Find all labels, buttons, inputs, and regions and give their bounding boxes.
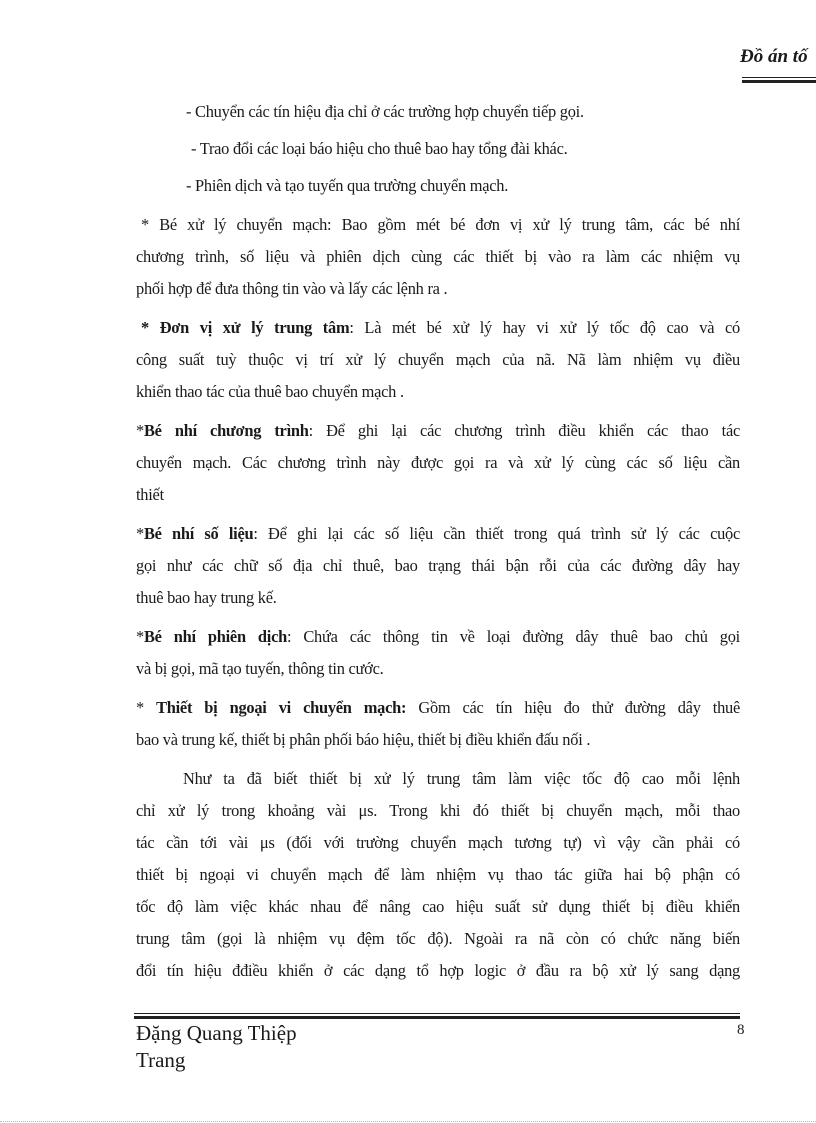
header-title: Đồ án tố <box>740 46 808 67</box>
paragraph-line <box>136 692 740 724</box>
paragraph-line: và bị gọi, mã tạo tuyến, thông tin cước. <box>136 659 384 678</box>
paragraph-program-memory <box>136 415 740 511</box>
term-definition: : Chứa các thông tin về loại đường dây thuê bao chủ gọi <box>286 627 740 646</box>
footer-rule <box>134 1013 740 1019</box>
paragraph-line <box>136 415 740 447</box>
document-body <box>136 96 740 987</box>
paragraph-line: trung tâm (gọi là nhiệm vụ đệm tốc độ). Ngoài ra nã còn có chức năng biến <box>136 929 740 948</box>
paragraph-line: tốc độ làm việc khác nhau để nâng cao hiệu suất sử dụng thiết bị điều khiển <box>136 897 740 916</box>
paragraph-line: khiển thao tác của thuê bao chuyển mạch . <box>136 382 404 401</box>
paragraph-translation-memory <box>136 621 740 685</box>
term-bold: Bé nhí chương trình <box>143 421 309 440</box>
term-definition: Gồm các tín hiệu đo thử đường dây thuê <box>406 698 740 717</box>
paragraph-line: thiết <box>136 485 164 504</box>
author-name: Đặng Quang Thiệp <box>136 1021 297 1045</box>
paragraph-line: phối hợp để đưa thông tin vào và lấy các lệnh ra . <box>136 279 448 298</box>
bullet-line: - Chuyển các tín hiệu địa chỉ ở các trường hợp chuyển tiếp gọi. <box>186 102 584 121</box>
paragraph-processor <box>136 209 740 305</box>
term-definition: : Để ghi lại các số liệu cần thiết trong quá trình sử lý các cuộc <box>253 524 740 543</box>
term-bold: * Đơn vị xử lý trung tâm <box>141 318 350 337</box>
paragraph-line: chương trình, số liệu và phiên dịch cùng các thiết bị vào ra làm các nhiệm vụ <box>136 247 740 266</box>
paragraph-data-memory <box>136 518 740 614</box>
paragraph-line: thiết bị ngoại vi chuyển mạch để làm nhiệm vụ thao tác giữa hai bộ phận có <box>136 865 740 884</box>
paragraph-line: công suất tuỳ thuộc vị trí xử lý chuyển mạch của nã. Nã làm nhiệm vụ điều <box>136 350 740 369</box>
paragraph-line: chỉ xử lý trong khoảng vài μs. Trong khi đó thiết bị chuyển mạch, mỗi thao <box>136 801 740 820</box>
paragraph-line <box>136 312 740 344</box>
term-definition: : Là mét bé xử lý hay vi xử lý tốc độ cao và có <box>349 318 740 337</box>
paragraph-line <box>136 621 740 653</box>
term-definition: : Để ghi lại các chương trình điều khiển các thao tác <box>308 421 740 440</box>
bullet-line: - Trao đổi các loại báo hiệu cho thuê bao hay tổng đài khác. <box>191 139 568 158</box>
paragraph-line: bao và trung kế, thiết bị phân phối báo hiệu, thiết bị điều khiển đấu nối . <box>136 730 591 749</box>
paragraph-line: gọi như các chữ số địa chỉ thuê, bao trạng thái bận rỗi của các đường dây hay <box>136 556 740 575</box>
page-bottom-edge <box>0 1121 816 1122</box>
paragraph-line: tác cần tới vài μs (đối với trường chuyển mạch tương tự) vì vậy cần phải có <box>136 833 740 852</box>
term-bold: Bé nhí phiên dịch <box>143 627 287 646</box>
bullet-star: * <box>136 627 144 646</box>
paragraph-line: chuyển mạch. Các chương trình này được gọi ra và xử lý cùng các số liệu cần <box>136 453 740 472</box>
bullet-star: * <box>136 421 144 440</box>
bullet-line: - Phiên dịch và tạo tuyến qua trường chuyển mạch. <box>186 176 509 195</box>
paragraph-cpu <box>136 312 740 408</box>
footer-author <box>136 1020 297 1074</box>
paragraph-line: Như ta đã biết thiết bị xử lý trung tâm làm việc tốc độ cao mỗi lệnh <box>183 769 740 788</box>
paragraph-line: đổi tín hiệu đđiều khiển ở các dạng tổ hợp logic ở đầu ra bộ xử lý sang dạng <box>136 961 740 980</box>
paragraph-line: * Bé xử lý chuyển mạch: Bao gồm mét bé đơn vị xử lý trung tâm, các bé nhí <box>141 215 740 234</box>
paragraph-line: thuê bao hay trung kế. <box>136 588 277 607</box>
paragraph-line <box>136 518 740 550</box>
term-bold: Bé nhí số liệu <box>143 524 254 543</box>
paragraph-peripheral <box>136 692 740 756</box>
author-name-line2: Trang <box>136 1048 186 1072</box>
term-bold: Thiết bị ngoại vi chuyển mạch: <box>156 698 407 717</box>
page-number: 8 <box>737 1022 745 1038</box>
header-rule <box>742 77 816 83</box>
paragraph-explanation <box>136 763 740 987</box>
bullet-star: * <box>136 524 144 543</box>
bullet-star: * <box>136 698 157 717</box>
